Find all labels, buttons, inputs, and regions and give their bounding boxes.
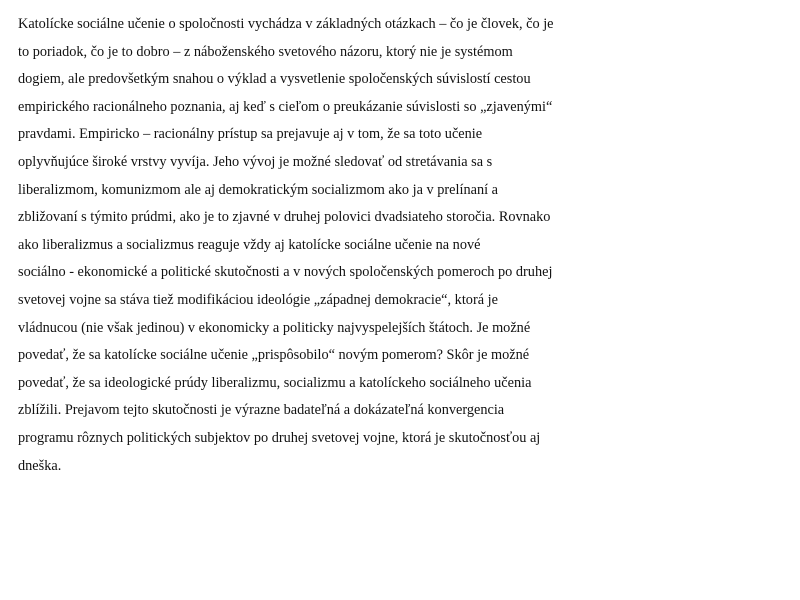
text-line: pravdami. Empiricko – racionálny prístup sa prejavuje aj v tom, že sa toto učenie [18, 126, 483, 143]
text-line: vládnucou (nie však jedinou) v ekonomicky a politicky najvyspelejších štátoch. Je možné [18, 319, 531, 336]
text-line: Katolícke sociálne učenie o spoločnosti vychádza v základných otázkach – čo je človek, čo je [18, 16, 554, 32]
text-line: povedať, že sa ideologické prúdy liberalizmu, socializmu a katolíckeho sociálneho učenia [18, 374, 532, 391]
text-line: empirického racionálneho poznania, aj keď s cieľom o preukázanie súvislosti so „zjavenými“ [18, 98, 553, 115]
text-line: povedať, že sa katolícke sociálne učenie „prispôsobilo“ novým pomerom? Skôr je možné [18, 347, 530, 364]
body-paragraph [18, 11, 798, 480]
text-line: svetovej vojne sa stáva tiež modifikáciou ideológie „západnej demokracie“, ktorá je [18, 291, 498, 308]
text-line: dneška. [18, 457, 62, 474]
text-line: liberalizmom, komunizmom ale aj demokratickým socializmom ako ja v prelínaní a [18, 181, 498, 198]
text-line: oplyvňujúce široké vrstvy vyvíja. Jeho vývoj je možné sledovať od stretávania sa s [18, 153, 493, 170]
text-line: zblížili. Prejavom tejto skutočnosti je výrazne badateľná a dokázateľná konvergencia [18, 402, 505, 419]
text-line: dogiem, ale predovšetkým snahou o výklad a vysvetlenie spoločenských súvislostí cestou [18, 71, 531, 88]
text-line: programu rôznych politických subjektov po druhej svetovej vojne, ktorá je skutočnosťou aj [18, 429, 541, 446]
text-line: sociálno - ekonomické a politické skutočnosti a v nových spoločenských pomeroch po druhej [18, 264, 553, 281]
text-line: to poriadok, čo je to dobro – z náboženského svetového názoru, ktorý nie je systémom [18, 43, 513, 60]
text-line: zbližovaní s týmito prúdmi, ako je to zjavné v druhej polovici dvadsiateho storočia. Rovnako [18, 209, 551, 226]
text-line: ako liberalizmus a socializmus reaguje vždy aj katolícke sociálne učenie na nové [18, 236, 481, 253]
